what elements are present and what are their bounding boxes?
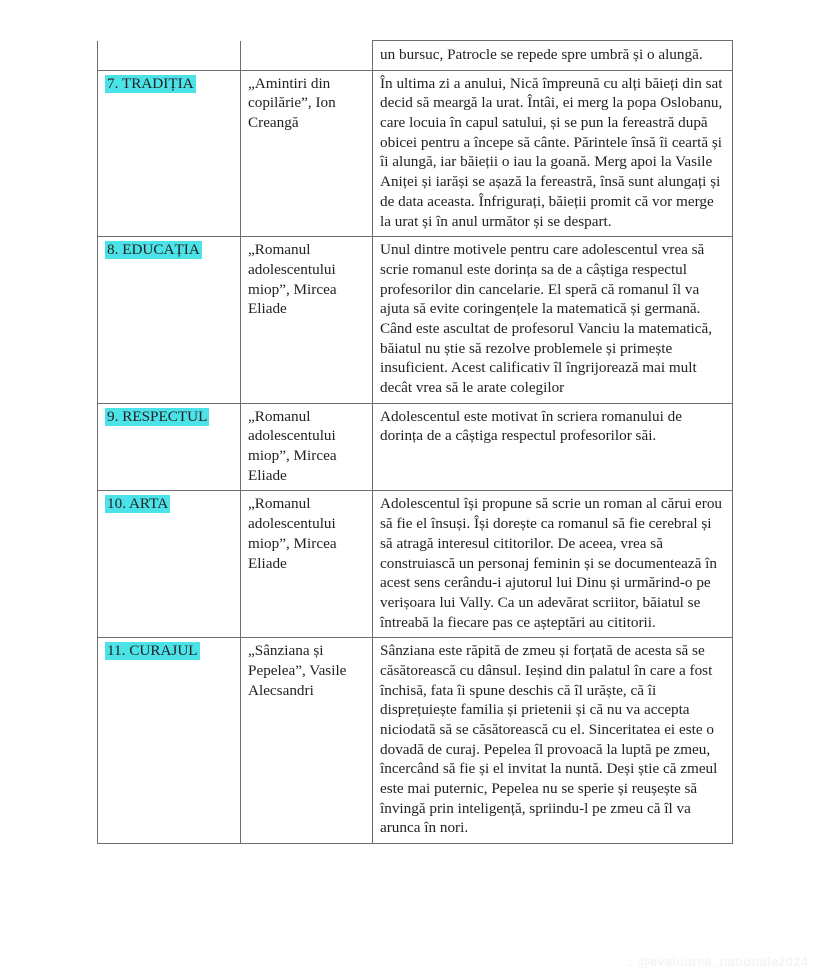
cell-source: „Romanul adolescentului miop”, Mircea Eliade xyxy=(241,491,373,638)
cell-summary: Unul dintre motivele pentru care adolescentul vrea să scrie romanul este dorința sa de a câștiga respectul profesorilor din cancelarie. El speră că romanul îl va ajuta să evite coringențele la matematică și germană. Când este ascultat de profesorul Vanciu la matematică, băiatul nu știe să rezolve problemele și primește insuficient. Acest calificativ îl îngrijorează mai mult decât vrea să le arate colegilor xyxy=(373,237,733,404)
theme-highlight: 7. TRADIȚIA xyxy=(107,74,194,92)
theme-highlight: 11. CURAJUL xyxy=(107,642,198,660)
summaries-table xyxy=(97,40,733,844)
cell-theme xyxy=(98,403,241,491)
cell-summary: În ultima zi a anului, Nică împreună cu alți băieți din sat decid să meargă la urat. Întâi, ei merg la popa Oslobanu, care locuia în capul satului, și se pun la fereastră după obicei pentru a începe să cânte. Părintele însă îi ceartă și îi alungă, iar băieții o iau la goană. Merg apoi la Vasile Aniței și iarăși se așază la fereastră, însă sunt alungați și de data aceasta. Înfrigurați, băieții promit că vor merge la urat și în anul următor și se despart. xyxy=(373,70,733,237)
watermark-handle: @evaluarea_nationala2024 xyxy=(637,954,808,969)
cell-source: „Amintiri din copilărie”, Ion Creangă xyxy=(241,70,373,237)
theme-highlight: 10. ARTA xyxy=(107,495,169,513)
table-row xyxy=(98,41,733,71)
table-row xyxy=(98,491,733,638)
theme-highlight: 8. EDUCAȚIA xyxy=(107,241,200,259)
theme-highlight: 9. RESPECTUL xyxy=(107,407,208,425)
cell-summary: un bursuc, Patrocle se repede spre umbră și o alungă. xyxy=(373,41,733,71)
cell-source xyxy=(241,41,373,71)
music-note-icon: ♫ xyxy=(624,954,634,969)
cell-summary: Adolescentul își propune să scrie un roman al cărui erou să fie el însuși. Își dorește ca romanul să fie cerebral și să atragă interesul cititorilor. De aceea, vrea să construiască un personaj feminin și se documentează în acest sens cerându-i ajutorul lui Dinu și urmărind-o pe verișoara lui Vally. Ca un adevărat scriitor, băiatul se întreabă la fiecare pas ce așteptări au cititorii. xyxy=(373,491,733,638)
cell-source: „Romanul adolescentului miop”, Mircea Eliade xyxy=(241,237,373,404)
cell-theme xyxy=(98,638,241,844)
table-row xyxy=(98,70,733,237)
cell-theme xyxy=(98,237,241,404)
table-body xyxy=(98,41,733,844)
table-row xyxy=(98,237,733,404)
table-row xyxy=(98,403,733,491)
watermark xyxy=(624,954,808,969)
cell-source: „Sânziana și Pepelea”, Vasile Alecsandri xyxy=(241,638,373,844)
cell-theme xyxy=(98,41,241,71)
cell-source: „Romanul adolescentului miop”, Mircea Eliade xyxy=(241,403,373,491)
cell-summary: Adolescentul este motivat în scriera romanului de dorința de a câștiga respectul profesorilor săi. xyxy=(373,403,733,491)
table-row xyxy=(98,638,733,844)
cell-theme xyxy=(98,491,241,638)
cell-summary: Sânziana este răpită de zmeu și forțată de acesta să se căsătorească cu dânsul. Ieșind din palatul în care a fost închisă, fata îi spune deschis că îl urăște, că îi disprețuiește familia și prietenii și că nu va accepta niciodată să se căsătorească cu el. Sinceritatea ei este o dovadă de curaj. Pepelea îl provoacă la luptă pe zmeu, încercând să fie și el invitat la nuntă. Deși știe că zmeul este mai puternic, Pepelea nu se sperie și reușește să învingă prin inteligență, spriindu-l pe zmeu că îl va arunca în nori. xyxy=(373,638,733,844)
cell-theme xyxy=(98,70,241,237)
